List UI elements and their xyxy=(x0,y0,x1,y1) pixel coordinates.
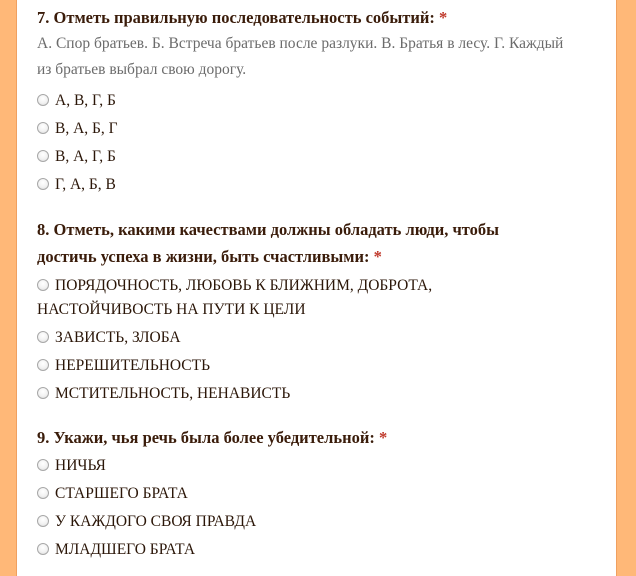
radio-button[interactable] xyxy=(37,359,49,371)
form-panel xyxy=(16,0,617,576)
radio-button[interactable] xyxy=(37,331,49,343)
radio-button[interactable] xyxy=(37,150,49,162)
radio-button[interactable] xyxy=(37,487,49,499)
radio-option[interactable] xyxy=(37,380,597,408)
radio-option[interactable] xyxy=(37,352,597,380)
option-label: А, В, Г, Б xyxy=(55,92,116,109)
radio-button[interactable] xyxy=(37,459,49,471)
radio-button[interactable] xyxy=(37,122,49,134)
question-title-text: 8. Отметь, какими качествами должны обладать люди, чтобы достичь успеха в жизни, быть счастливыми: xyxy=(37,220,500,266)
radio-button[interactable] xyxy=(37,178,49,190)
required-marker: * xyxy=(379,428,388,447)
option-label: МСТИТЕЛЬНОСТЬ, НЕНАВИСТЬ xyxy=(55,385,291,402)
required-marker: * xyxy=(373,247,382,266)
radio-option[interactable] xyxy=(37,272,487,324)
option-label: В, А, Г, Б xyxy=(55,148,116,165)
option-label: МЛАДШЕГО БРАТА xyxy=(55,541,196,558)
radio-button[interactable] xyxy=(37,543,49,555)
option-label: Г, А, Б, В xyxy=(55,176,116,193)
radio-option[interactable] xyxy=(37,324,597,352)
option-label: НИЧЬЯ xyxy=(55,457,106,474)
radio-button[interactable] xyxy=(37,387,49,399)
radio-button[interactable] xyxy=(37,515,49,527)
radio-option[interactable] xyxy=(37,480,597,508)
question-title xyxy=(37,216,557,270)
radio-option[interactable] xyxy=(37,87,597,115)
option-label: У КАЖДОГО СВОЯ ПРАВДА xyxy=(55,513,257,530)
option-label: СТАРШЕГО БРАТА xyxy=(55,485,188,502)
question-9 xyxy=(37,424,597,564)
radio-option[interactable] xyxy=(37,508,597,536)
question-title xyxy=(37,4,597,31)
radio-option[interactable] xyxy=(37,171,597,199)
radio-option[interactable] xyxy=(37,536,597,564)
option-label: ЗАВИСТЬ, ЗЛОБА xyxy=(55,329,181,346)
radio-button[interactable] xyxy=(37,94,49,106)
option-label: В, А, Б, Г xyxy=(55,120,118,137)
question-8 xyxy=(37,216,597,408)
radio-option[interactable] xyxy=(37,143,597,171)
question-title xyxy=(37,424,597,451)
radio-option[interactable] xyxy=(37,115,597,143)
option-label: НЕРЕШИТЕЛЬНОСТЬ xyxy=(55,357,211,374)
option-label: ПОРЯДОЧНОСТЬ, ЛЮБОВЬ К БЛИЖНИМ, ДОБРОТА, НАСТОЙЧИВОСТЬ НА ПУТИ К ЦЕЛИ xyxy=(37,277,433,318)
required-marker: * xyxy=(439,8,448,27)
question-title-text: 9. Укажи, чья речь была более убедительной: xyxy=(37,428,375,447)
question-help-text: А. Спор братьев. Б. Встреча братьев после разлуки. В. Братья в лесу. Г. Каждый из братьев выбрал свою дорогу. xyxy=(37,35,564,78)
question-title-text: 7. Отметь правильную последовательность событий: xyxy=(37,8,435,27)
radio-button[interactable] xyxy=(37,279,49,291)
question-7 xyxy=(37,4,597,199)
radio-option[interactable] xyxy=(37,452,597,480)
